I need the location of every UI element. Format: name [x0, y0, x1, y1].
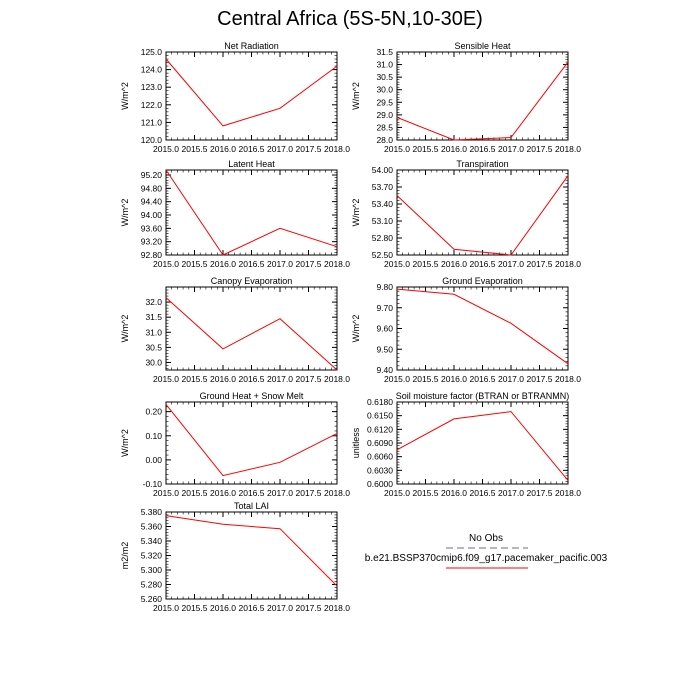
- y-tick-label: 53.10: [371, 216, 393, 226]
- series-line: [166, 516, 337, 586]
- y-axis-label: W/m^2: [120, 314, 130, 343]
- y-tick-label: 0.10: [145, 430, 162, 441]
- x-tick-label: 2016.0: [210, 488, 236, 498]
- x-tick-label: 2017.5: [295, 374, 322, 384]
- x-tick-label: 2017.0: [267, 603, 293, 613]
- x-tick-label: 2015.0: [384, 488, 410, 498]
- x-tick-label: 2017.5: [295, 259, 322, 269]
- series-line: [166, 298, 337, 370]
- plot-frame: [397, 402, 568, 484]
- y-tick-label: 9.50: [376, 344, 393, 355]
- y-tick-label: 5.360: [140, 521, 162, 532]
- y-tick-label: 125.0: [140, 47, 162, 57]
- chart-panel: [120, 276, 350, 384]
- y-tick-label: 122.0: [140, 99, 162, 110]
- y-axis-label: m2/m2: [120, 541, 130, 570]
- chart-panel: [351, 41, 581, 154]
- x-tick-label: 2015.5: [181, 259, 208, 269]
- chart-panel: [351, 391, 581, 498]
- x-tick-label: 2015.5: [181, 144, 208, 154]
- y-tick-label: 31.5: [145, 312, 162, 323]
- y-tick-label: 9.70: [376, 302, 393, 313]
- x-tick-label: 2018.0: [324, 144, 350, 154]
- x-tick-label: 2016.0: [210, 603, 236, 613]
- x-tick-label: 2018.0: [324, 488, 350, 498]
- chart-panel: [120, 391, 350, 498]
- chart-panel: [351, 159, 581, 269]
- y-tick-label: 9.40: [376, 365, 393, 375]
- y-tick-label: 5.380: [140, 507, 162, 517]
- x-tick-label: 2015.5: [412, 374, 439, 384]
- x-tick-label: 2017.5: [295, 488, 322, 498]
- y-tick-label: 52.50: [371, 250, 393, 260]
- x-tick-label: 2016.5: [469, 488, 496, 498]
- x-tick-label: 2015.0: [153, 259, 179, 269]
- y-tick-label: 5.260: [140, 594, 162, 604]
- y-tick-label: 5.300: [140, 565, 162, 575]
- x-tick-label: 2016.5: [238, 374, 265, 384]
- x-tick-label: 2017.5: [295, 603, 322, 613]
- y-tick-label: 53.40: [371, 199, 393, 209]
- y-tick-label: 0.6180: [367, 397, 393, 407]
- panel-title: Ground Evaporation: [442, 276, 523, 286]
- y-tick-label: 5.320: [140, 550, 162, 561]
- x-tick-label: 2018.0: [555, 488, 581, 498]
- y-tick-label: 29.0: [376, 109, 393, 120]
- y-axis-label: W/m^2: [120, 198, 130, 227]
- x-tick-label: 2016.5: [238, 144, 265, 154]
- x-tick-label: 2015.5: [181, 603, 208, 613]
- x-tick-label: 2018.0: [324, 259, 350, 269]
- y-tick-label: 9.60: [376, 323, 393, 334]
- y-tick-label: 124.0: [140, 64, 162, 75]
- y-tick-label: 31.0: [145, 327, 162, 338]
- y-tick-label: 92.80: [140, 250, 162, 260]
- x-tick-label: 2015.0: [153, 488, 179, 498]
- plot-frame: [166, 287, 337, 370]
- y-axis-label: W/m^2: [120, 429, 130, 457]
- y-tick-label: 30.0: [145, 357, 162, 368]
- x-tick-label: 2016.0: [441, 374, 467, 384]
- figure-title: Central Africa (5S-5N,10-30E): [217, 8, 483, 30]
- x-tick-label: 2016.5: [469, 259, 496, 269]
- x-tick-label: 2017.0: [267, 374, 293, 384]
- panel-title: Canopy Evaporation: [210, 276, 293, 286]
- y-tick-label: 9.80: [376, 282, 393, 292]
- x-tick-label: 2017.5: [526, 144, 553, 154]
- x-tick-label: 2018.0: [555, 144, 581, 154]
- plot-frame: [397, 170, 568, 255]
- y-tick-label: 0.6000: [367, 479, 393, 489]
- y-tick-label: 95.20: [140, 170, 162, 180]
- y-tick-label: 31.0: [376, 59, 393, 70]
- y-tick-label: 0.6030: [367, 465, 393, 476]
- y-tick-label: 32.0: [145, 297, 162, 308]
- y-tick-label: 53.70: [371, 182, 393, 192]
- panel-title: Latent Heat: [228, 159, 275, 169]
- legend-label-no-obs: No Obs: [469, 533, 503, 544]
- y-tick-label: 94.00: [140, 210, 162, 220]
- x-tick-label: 2017.5: [526, 488, 553, 498]
- y-axis-label: W/m^2: [351, 198, 361, 227]
- chart-panel: [120, 501, 350, 613]
- x-tick-label: 2017.5: [526, 259, 553, 269]
- y-tick-label: 0.6060: [367, 451, 393, 462]
- x-tick-label: 2017.5: [295, 144, 322, 154]
- panel-title: Ground Heat + Snow Melt: [199, 391, 304, 401]
- y-axis-label: W/m^2: [351, 82, 361, 110]
- y-tick-label: 120.0: [140, 135, 162, 145]
- chart-panel: [351, 276, 581, 384]
- plot-frame: [166, 170, 337, 255]
- panel-title: Transpiration: [456, 159, 509, 169]
- x-tick-label: 2017.0: [498, 488, 524, 498]
- legend-label-series: b.e21.BSSP370cmip6.f09_g17.pacemaker_pacific.003: [364, 553, 608, 564]
- x-tick-label: 2016.5: [238, 603, 265, 613]
- x-tick-label: 2017.5: [526, 374, 553, 384]
- panel-title: Net Radiation: [224, 41, 279, 51]
- plot-frame: [166, 402, 337, 484]
- plot-frame: [166, 512, 337, 599]
- x-tick-label: 2016.0: [441, 144, 467, 154]
- x-tick-label: 2015.0: [384, 374, 410, 384]
- x-tick-label: 2015.5: [412, 259, 439, 269]
- y-tick-label: 52.80: [371, 233, 393, 243]
- x-tick-label: 2016.0: [210, 374, 236, 384]
- y-tick-label: 31.5: [376, 47, 393, 57]
- x-tick-label: 2016.5: [469, 374, 496, 384]
- y-tick-label: 30.5: [145, 342, 162, 353]
- x-tick-label: 2017.0: [498, 259, 524, 269]
- y-tick-label: 0.6150: [367, 410, 393, 421]
- y-tick-label: 30.5: [376, 72, 393, 83]
- x-tick-label: 2017.0: [498, 144, 524, 154]
- y-tick-label: 93.20: [140, 236, 162, 247]
- x-tick-label: 2015.5: [412, 144, 439, 154]
- y-tick-label: 123.0: [140, 82, 162, 93]
- x-tick-label: 2016.5: [238, 488, 265, 498]
- x-tick-label: 2017.0: [267, 259, 293, 269]
- y-tick-label: 0.6120: [367, 424, 393, 435]
- x-tick-label: 2015.0: [153, 603, 179, 613]
- y-tick-label: 93.60: [140, 223, 162, 234]
- series-line: [166, 170, 337, 255]
- x-tick-label: 2016.5: [238, 259, 265, 269]
- plot-frame: [166, 52, 337, 140]
- x-tick-label: 2018.0: [324, 603, 350, 613]
- chart-panel: [120, 41, 350, 154]
- x-tick-label: 2016.0: [441, 488, 467, 498]
- x-tick-label: 2015.0: [153, 144, 179, 154]
- y-tick-label: 0.6090: [367, 438, 393, 448]
- x-tick-label: 2015.5: [181, 374, 208, 384]
- x-tick-label: 2015.5: [412, 488, 439, 498]
- x-tick-label: 2016.5: [469, 144, 496, 154]
- x-tick-label: 2018.0: [324, 374, 350, 384]
- y-tick-label: 121.0: [140, 117, 162, 128]
- x-tick-label: 2015.0: [384, 144, 410, 154]
- legend: [365, 533, 608, 568]
- y-tick-label: -0.10: [142, 479, 162, 489]
- y-tick-label: 54.00: [371, 165, 393, 175]
- x-tick-label: 2018.0: [555, 259, 581, 269]
- x-tick-label: 2017.0: [267, 144, 293, 154]
- panel-title: Total LAI: [233, 501, 270, 511]
- y-axis-label: W/m^2: [351, 314, 361, 343]
- plot-frame: [397, 287, 568, 370]
- series-line: [397, 176, 568, 255]
- panel-title: Sensible Heat: [454, 41, 511, 51]
- y-tick-label: 29.5: [376, 97, 393, 108]
- y-tick-label: 5.340: [140, 536, 162, 546]
- x-tick-label: 2015.0: [153, 374, 179, 384]
- series-line: [397, 62, 568, 140]
- y-tick-label: 0.20: [145, 406, 162, 417]
- x-tick-label: 2016.0: [441, 259, 467, 269]
- y-tick-label: 28.0: [376, 135, 393, 145]
- x-tick-label: 2017.0: [267, 488, 293, 498]
- y-tick-label: 5.280: [140, 579, 162, 590]
- y-tick-label: 94.40: [140, 196, 162, 207]
- y-tick-label: 28.5: [376, 122, 393, 133]
- x-tick-label: 2015.5: [181, 488, 208, 498]
- chart-panel: [120, 159, 350, 269]
- x-tick-label: 2016.0: [210, 144, 236, 154]
- y-tick-label: 0.00: [145, 454, 162, 465]
- y-tick-label: 94.80: [140, 183, 162, 194]
- x-tick-label: 2015.0: [384, 259, 410, 269]
- series-line: [166, 404, 337, 475]
- y-axis-label: unitless: [351, 427, 361, 459]
- series-line: [397, 289, 568, 364]
- x-tick-label: 2016.0: [210, 259, 236, 269]
- y-axis-label: W/m^2: [120, 82, 130, 110]
- series-line: [397, 412, 568, 481]
- panel-title: Soil moisture factor (BTRAN or BTRANMN): [395, 391, 570, 401]
- x-tick-label: 2017.0: [498, 374, 524, 384]
- y-tick-label: 30.0: [376, 84, 393, 95]
- x-tick-label: 2018.0: [555, 374, 581, 384]
- series-line: [166, 59, 337, 126]
